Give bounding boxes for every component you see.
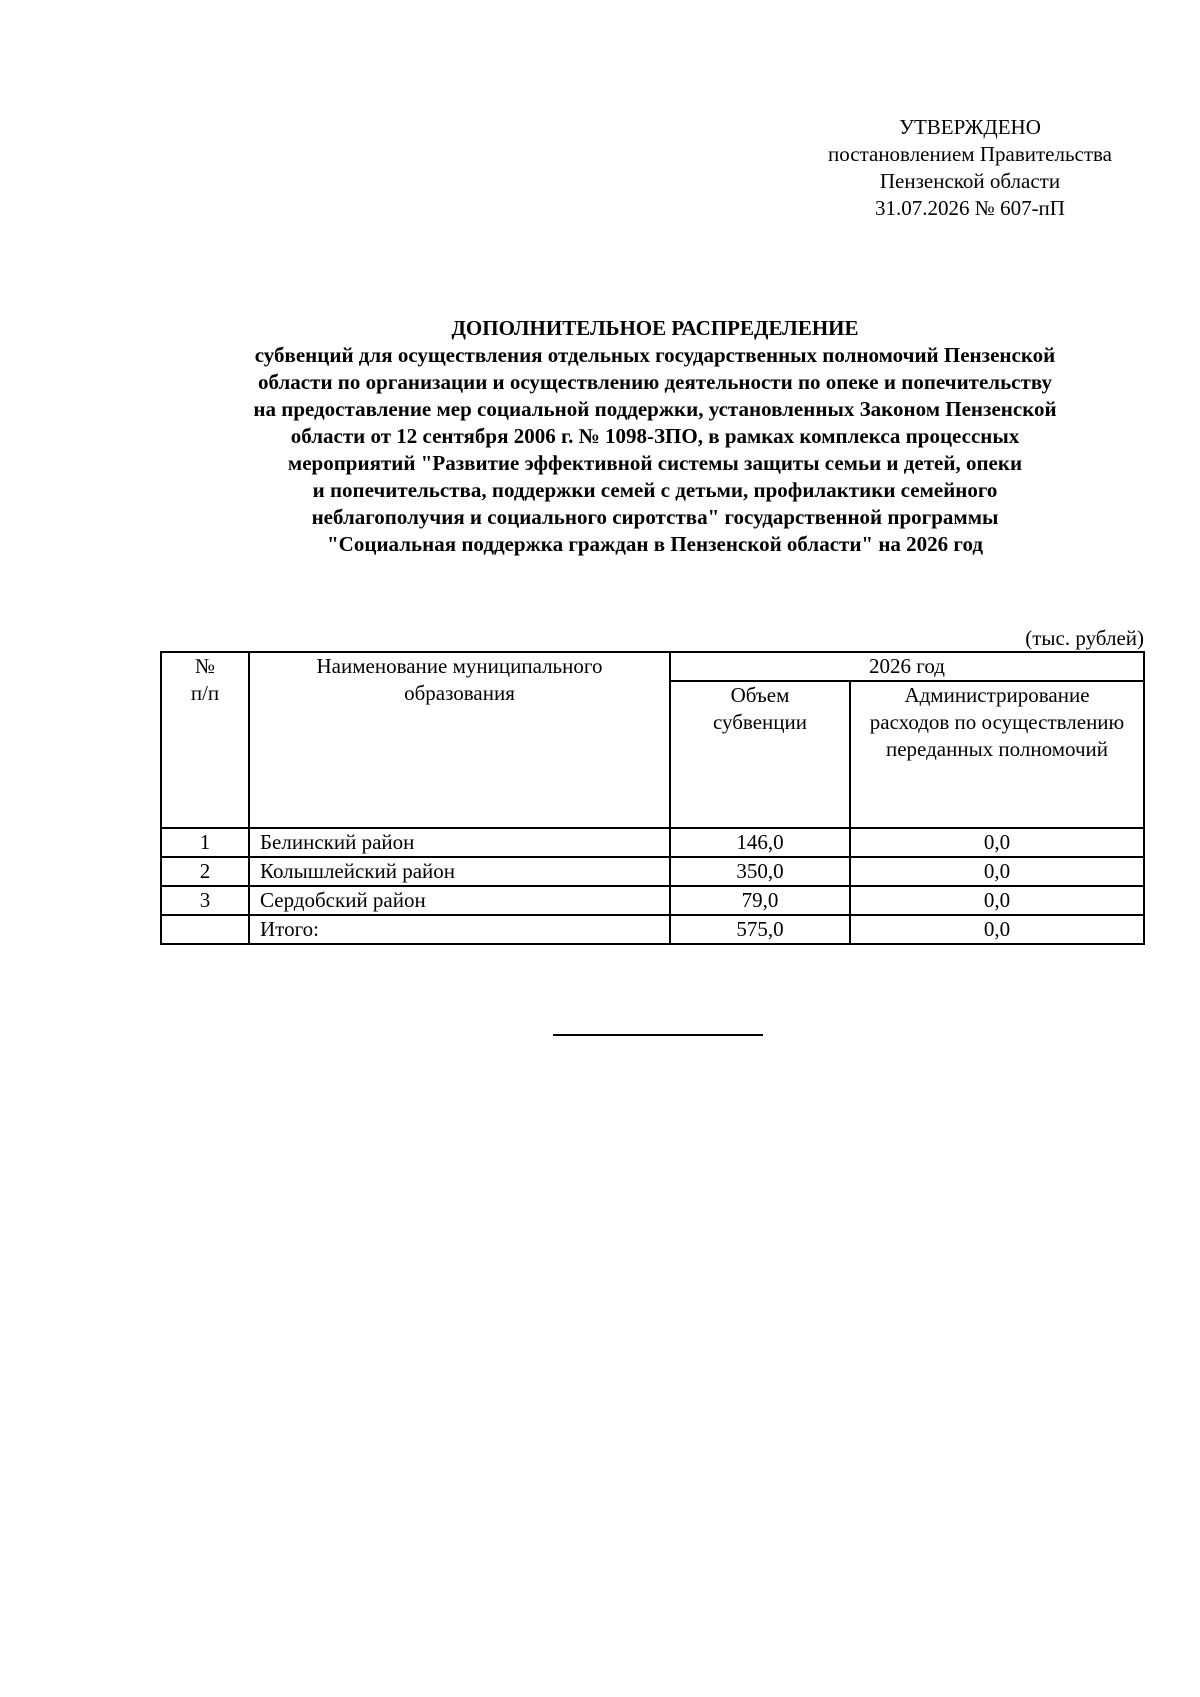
table-row [161, 886, 1144, 915]
end-divider-line [553, 1034, 763, 1036]
cell-number: 1 [161, 828, 249, 857]
document-title [175, 315, 1135, 558]
cell-number: 2 [161, 857, 249, 886]
approval-block [800, 114, 1140, 222]
cell-administration: 0,0 [850, 886, 1144, 915]
total-label: Итого: [249, 915, 670, 944]
approval-line-3: Пензенской области [879, 169, 1061, 193]
title-line: мероприятий "Развитие эффективной системы защиты семьи и детей, опеки [287, 451, 1023, 475]
cell-volume: 79,0 [670, 886, 850, 915]
table-header-row [161, 652, 1144, 681]
cell-municipality: Сердобский район [249, 886, 670, 915]
cell-volume: 350,0 [670, 857, 850, 886]
approval-date-number: 31.07.2026 № 607-пП [875, 196, 1065, 220]
cell-municipality: Белинский район [249, 828, 670, 857]
cell-number-empty [161, 915, 249, 944]
approval-title: УТВЕРЖДЕНО [899, 115, 1041, 139]
document-heading: ДОПОЛНИТЕЛЬНОЕ РАСПРЕДЕЛЕНИЕ [451, 316, 859, 340]
title-line: области от 12 сентября 2006 г. № 1098-ЗПО, в рамках комплекса процессных [290, 424, 1020, 448]
cell-volume: 146,0 [670, 828, 850, 857]
table-row [161, 828, 1144, 857]
header-administration: Администрирование расходов по осуществлению переданных полномочий [850, 681, 1144, 828]
table-total-row [161, 915, 1144, 944]
title-line: и попечительства, поддержки семей с детьми, профилактики семейного [312, 478, 998, 502]
cell-municipality: Колышлейский район [249, 857, 670, 886]
cell-number: 3 [161, 886, 249, 915]
header-year: 2026 год [670, 652, 1144, 681]
cell-administration: 0,0 [850, 857, 1144, 886]
cell-administration: 0,0 [850, 828, 1144, 857]
header-number: № п/п [161, 652, 249, 828]
table-row [161, 857, 1144, 886]
distribution-table [160, 651, 1145, 945]
title-line: на предоставление мер социальной поддержки, установленных Законом Пензенской [253, 397, 1057, 421]
title-line: "Социальная поддержка граждан в Пензенской области" на 2026 год [327, 532, 983, 556]
title-line: области по организации и осуществлению деятельности по опеке и попечительству [258, 370, 1052, 394]
total-administration: 0,0 [850, 915, 1144, 944]
title-line: неблагополучия и социального сиротства" государственной программы [311, 505, 999, 529]
units-label: (тыс. рублей) [1025, 626, 1144, 650]
header-volume: Объем субвенции [670, 681, 850, 828]
approval-line-2: постановлением Правительства [827, 142, 1112, 166]
total-volume: 575,0 [670, 915, 850, 944]
header-municipality: Наименование муниципального образования [249, 652, 670, 828]
title-line: субвенций для осуществления отдельных государственных полномочий Пензенской [254, 343, 1056, 367]
